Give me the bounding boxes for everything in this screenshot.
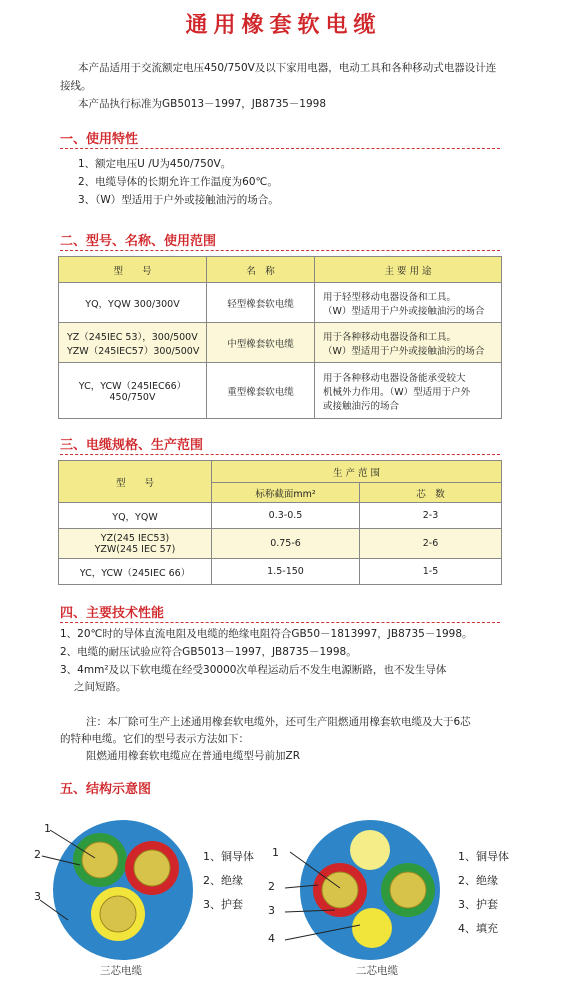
row-cores: 2-6	[360, 529, 502, 559]
sec4-item-2: 2、电缆的耐压试验应符合GB5013－1997，JB8735－1998。	[60, 646, 357, 658]
row-name: 中型橡套软电缆	[207, 323, 315, 363]
row-use: 用于各种移动电器设备和工具。 （W）型适用于户外或接触油污的场合	[315, 323, 502, 363]
right-num-4: 4	[268, 932, 275, 945]
right-num-3: 3	[268, 904, 275, 917]
header-model: 型 号	[59, 257, 207, 283]
sec1-item-2: 2、电缆导体的长期允许工作温度为60℃。	[78, 176, 278, 188]
header-model: 型 号	[59, 461, 212, 503]
row-name: 重型橡套软电缆	[207, 363, 315, 419]
header-range: 生 产 范 围	[212, 461, 502, 483]
section-2-title: 二、型号、名称、使用范围	[60, 234, 217, 249]
four-core-cable	[285, 820, 440, 960]
right-legend-1: 1、铜导体	[458, 850, 509, 863]
left-legend-1: 1、铜导体	[203, 850, 254, 863]
left-num-1: 1	[44, 822, 51, 835]
header-cores: 芯 数	[360, 483, 502, 503]
sec4-item-3-cont: 之间短路。	[74, 681, 127, 693]
right-num-2: 2	[268, 880, 275, 893]
row-model: YQ，YQW 300/300V	[59, 283, 207, 323]
row-area: 1.5-150	[212, 559, 360, 585]
section-5-title: 五、结构示意图	[60, 782, 152, 797]
sec1-item-1: 1、额定电压U /U为450/750V。	[78, 158, 232, 170]
right-legend-3: 3、护套	[458, 898, 498, 911]
sec4-item-1: 1、20℃时的导体直流电阻及电缆的绝缘电阻符合GB50－1813997，JB8735－1998。	[60, 628, 473, 640]
table-row	[59, 363, 502, 419]
row-cores: 1-5	[360, 559, 502, 585]
row-model: YZ（245IEC 53），300/500V YZW（245IEC57）300/500V	[59, 323, 207, 363]
right-legend-4: 4、填充	[458, 922, 498, 935]
section-4-title: 四、主要技术性能	[60, 606, 165, 621]
table-row	[59, 559, 502, 585]
three-core-cable	[40, 820, 193, 960]
row-area: 0.75-6	[212, 529, 360, 559]
section-3-title: 三、电缆规格、生产范围	[60, 438, 204, 453]
row-use: 用于轻型移动电器设备和工具。 （W）型适用于户外或接触油污的场合	[315, 283, 502, 323]
table-row	[59, 283, 502, 323]
caption-two-core: 二芯电缆	[356, 965, 398, 977]
header-name: 名 称	[207, 257, 315, 283]
intro-line3: 本产品执行标准为GB5013－1997，JB8735－1998	[78, 98, 327, 110]
row-model: YC，YCW（245IEC 66）	[59, 559, 212, 585]
model-table	[58, 256, 502, 419]
section-1-title: 一、使用特性	[60, 132, 139, 147]
header-area: 标称截面mm²	[212, 483, 360, 503]
right-legend-2: 2、绝缘	[458, 874, 498, 887]
row-name: 轻型橡套软电缆	[207, 283, 315, 323]
note-line2: 的特种电缆。它们的型号表示方法如下：	[60, 733, 249, 745]
caption-three-core: 三芯电缆	[100, 965, 142, 977]
spec-table	[58, 460, 502, 585]
row-model: YZ(245 IEC53) YZW(245 IEC 57)	[59, 529, 212, 559]
left-num-3: 3	[34, 890, 41, 903]
table-row	[59, 323, 502, 363]
row-model: YC，YCW（245IEC66） 450/750V	[59, 363, 207, 419]
intro-line1: 本产品适用于交流额定电压450/750V及以下家用电器，电动工具和各种移动式电器设计连	[78, 62, 497, 74]
sec4-item-3: 3、4mm²及以下软电缆在经受30000次单程运动后不发生电源断路，也不发生导体	[60, 664, 447, 676]
note-line3: 阻燃通用橡套软电缆应在普通电缆型号前加ZR	[86, 750, 300, 762]
page-title: 通用橡套软电缆	[185, 13, 382, 38]
section-1-divider	[60, 148, 500, 149]
row-area: 0.3-0.5	[212, 503, 360, 529]
row-cores: 2-3	[360, 503, 502, 529]
sec1-item-3: 3、（W）型适用于户外或接触油污的场合。	[78, 194, 279, 206]
left-num-2: 2	[34, 848, 41, 861]
row-model: YQ，YQW	[59, 503, 212, 529]
section-4-divider	[60, 622, 500, 623]
table-row	[59, 529, 502, 559]
left-legend-3: 3、护套	[203, 898, 243, 911]
right-num-1: 1	[272, 846, 279, 859]
intro-line2: 接线。	[60, 80, 92, 92]
note-line1: 注：本厂除可生产上述通用橡套软电缆外，还可生产阻燃通用橡套软电缆及大于6芯	[86, 716, 471, 728]
header-use: 主 要 用 途	[315, 257, 502, 283]
row-use: 用于各种移动电器设备能承受较大 机械外力作用。（W）型适用于户外 或接触油污的场合	[315, 363, 502, 419]
section-2-divider	[60, 250, 500, 251]
table-row	[59, 503, 502, 529]
section-3-divider	[60, 454, 500, 455]
left-legend-2: 2、绝缘	[203, 874, 243, 887]
